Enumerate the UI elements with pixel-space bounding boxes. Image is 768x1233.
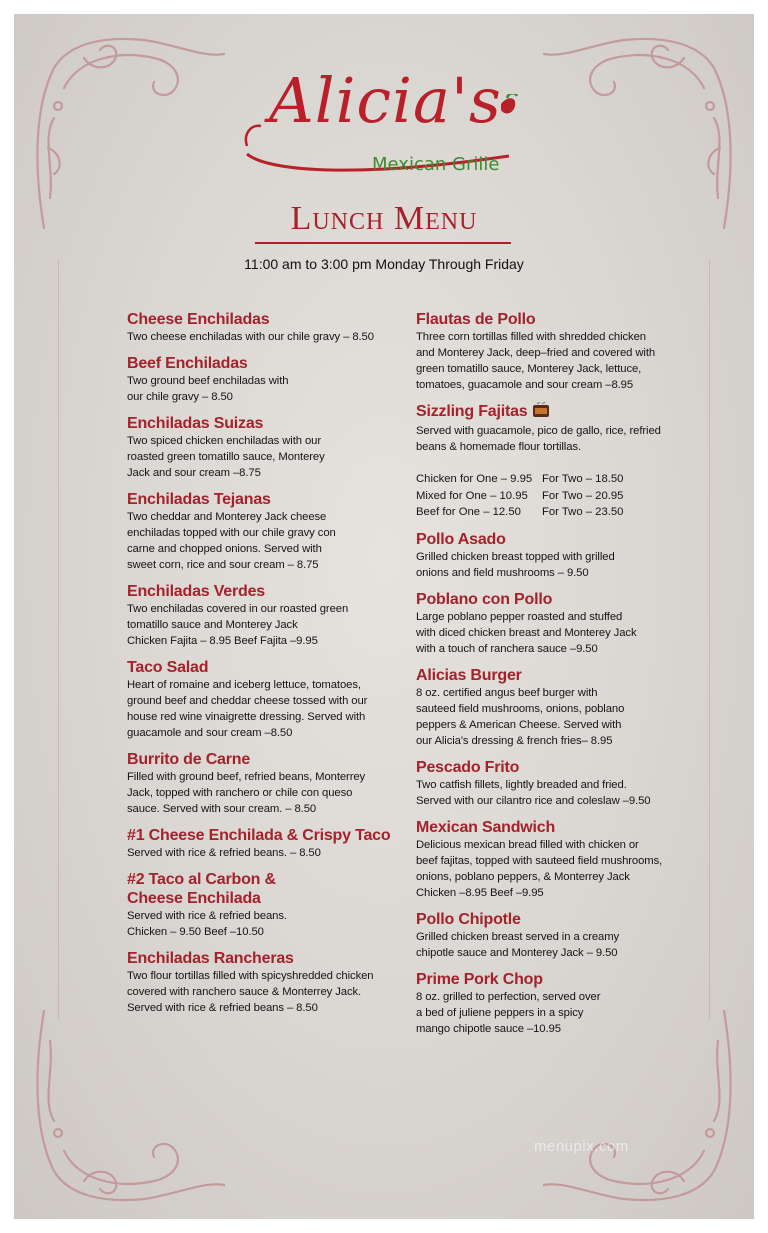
menu-item-description: Served with rice & refried beans. — [127, 910, 287, 922]
menu-item-description: Chicken – 9.50 Beef –10.50 — [127, 926, 264, 938]
menu-item-name-text: Enchiladas Tejanas — [127, 491, 271, 508]
menu-item — [416, 910, 696, 961]
menu-item-description: Two flour tortillas filled with spicyshredded chicken — [127, 970, 374, 982]
watermark: menupix.com — [534, 1138, 629, 1155]
menu-item-name-text: Flautas de Pollo — [416, 311, 536, 328]
menu-item-description: Two catfish fillets, lightly breaded and fried. — [416, 778, 627, 791]
menu-item-name-text: #2 Taco al Carbon & — [127, 871, 276, 888]
menu-item-description: carne and chopped onions. Served with — [127, 543, 322, 555]
logo-name: Alicia's — [269, 64, 502, 137]
menu-item-name — [416, 310, 696, 329]
menu-item-name — [127, 354, 397, 373]
menu-item-name-text: #1 Cheese Enchilada & Crispy Taco — [127, 827, 391, 844]
menu-item-description: Filled with ground beef, refried beans, Monterrey — [127, 771, 366, 783]
menu-item-description: onions, poblano peppers, & Monterrey Jack — [416, 870, 630, 883]
menu-item-description: Served with rice & refried beans – 8.50 — [127, 1002, 318, 1014]
menu-item-name — [127, 750, 397, 769]
skillet-icon — [532, 402, 550, 423]
menu-item-name — [416, 818, 696, 837]
menu-item-name-text: Beef Enchiladas — [127, 355, 248, 372]
menu-item-name — [416, 910, 696, 929]
menu-item-name — [416, 970, 696, 989]
menu-page — [14, 14, 754, 1219]
menu-item-description: a bed of juliene peppers in a spicy — [416, 1006, 584, 1019]
menu-item-description: Heart of romaine and iceberg lettuce, tomatoes, — [127, 679, 361, 691]
menu-item-description: green tomatillo sauce, Monterey Jack, lettuce, — [416, 363, 642, 375]
price-cell: For Two – 18.50 — [542, 473, 624, 485]
menu-item-description: Served with guacamole, pico de gallo, rice, refried — [416, 425, 661, 437]
menu-item-description: tomatoes, guacamole and sour cream –8.95 — [416, 379, 634, 391]
menu-item — [127, 414, 397, 481]
menu-item — [127, 490, 397, 573]
price-cell: Mixed for One – 10.95 — [416, 489, 528, 502]
menu-item-description: beef fajitas, topped with sauteed field mushrooms, — [416, 854, 663, 867]
menu-item-name-text: Burrito de Carne — [127, 751, 251, 768]
menu-item-description: beans & homemade flour tortillas. — [416, 441, 581, 453]
menu-item-name-text: Cheese Enchiladas — [127, 311, 270, 328]
menu-item-description: Grilled chicken breast served in a creamy — [416, 930, 620, 943]
menu-item — [416, 530, 696, 581]
menu-item-description: roasted green tomatillo sauce, Monterey — [127, 451, 325, 463]
serving-hours: 11:00 am to 3:00 pm Monday Through Friday — [244, 256, 524, 272]
menu-item-name-text: Sizzling Fajitas — [416, 403, 528, 420]
price-table — [416, 471, 696, 521]
menu-item-description: Jack, topped with ranchero or chile con queso — [127, 787, 353, 799]
menu-item-name — [416, 666, 696, 685]
menu-item-description: Two cheddar and Monterey Jack cheese — [127, 511, 327, 523]
menu-item-name — [127, 870, 397, 889]
menu-item — [127, 870, 397, 940]
menu-item-name — [127, 310, 397, 329]
menu-item-description: Jack and sour cream –8.75 — [127, 467, 261, 479]
menu-item-description: our chile gravy – 8.50 — [127, 391, 233, 403]
menu-item — [416, 590, 696, 657]
menu-item-description: enchiladas topped with our chile gravy con — [127, 527, 336, 539]
price-cell: Chicken for One – 9.95 — [416, 473, 533, 485]
menu-item-name-text: Pescado Frito — [416, 758, 520, 776]
price-row — [416, 471, 696, 488]
menu-item-name — [127, 826, 397, 845]
menu-item-name — [127, 949, 397, 968]
menu-item-name — [416, 530, 696, 549]
menu-item-name: Cheese Enchilada — [127, 890, 261, 907]
border-line — [58, 259, 59, 1019]
menu-item-description: and Monterey Jack, deep–fried and covered with — [416, 347, 656, 359]
menu-item — [416, 818, 696, 901]
menu-item-description: our Alicia's dressing & french fries– 8.95 — [416, 734, 613, 747]
menu-item-name — [416, 590, 696, 609]
menu-item-description: Two ground beef enchiladas with — [127, 375, 289, 387]
menu-item-name-text: Enchiladas Rancheras — [127, 950, 294, 967]
menu-item-description: Two enchiladas covered in our roasted green — [127, 603, 349, 615]
menu-item-description: covered with ranchero sauce & Monterrey Jack. — [127, 986, 362, 998]
menu-item-name-text: Prime Pork Chop — [416, 970, 543, 988]
menu-item — [127, 658, 397, 741]
menu-item-description: 8 oz. grilled to perfection, served over — [416, 990, 601, 1003]
menu-item — [127, 310, 397, 345]
menu-item-name-text: Alicias Burger — [416, 666, 522, 684]
price-row — [416, 488, 696, 505]
menu-item-name — [127, 490, 397, 509]
menu-item-description: house red wine vinaigrette dressing. Served with — [127, 711, 366, 723]
menu-item-description: Delicious mexican bread filled with chicken or — [416, 838, 639, 851]
menu-item-name-text: Taco Salad — [127, 659, 209, 676]
menu-item-description: peppers & American Cheese. Served with — [416, 718, 622, 731]
menu-item-description: Grilled chicken breast topped with grilled — [416, 550, 615, 563]
border-line — [709, 259, 710, 1019]
menu-item-description: mango chipotle sauce –10.95 — [416, 1022, 561, 1035]
menu-item-name-text: Enchiladas Verdes — [127, 583, 266, 600]
menu-item-name-text: Pollo Asado — [416, 530, 506, 548]
price-row — [416, 504, 696, 521]
menu-item — [416, 758, 696, 809]
menu-item-description: chipotle sauce and Monterey Jack – 9.50 — [416, 946, 618, 959]
menu-item — [127, 582, 397, 649]
price-cell: For Two – 20.95 — [542, 489, 624, 502]
menu-column-left — [127, 310, 397, 1025]
menu-item-description: tomatillo sauce and Monterey Jack — [127, 619, 298, 631]
menu-item-name — [416, 402, 696, 423]
menu-item-description: 8 oz. certified angus beef burger with — [416, 686, 598, 699]
menu-item-description: Chicken –8.95 Beef –9.95 — [416, 886, 544, 899]
menu-item — [127, 949, 397, 1016]
menu-item-name — [127, 414, 397, 433]
menu-item-description: Served with our cilantro rice and coleslaw –9.50 — [416, 794, 651, 807]
menu-item-description: Two cheese enchiladas with our chile gravy – 8.50 — [127, 331, 374, 343]
menu-item-name — [127, 658, 397, 677]
menu-item-description: guacamole and sour cream –8.50 — [127, 727, 293, 739]
menu-column-right — [416, 310, 696, 1046]
menu-item — [416, 402, 696, 521]
price-cell: For Two – 23.50 — [542, 506, 624, 518]
corner-ornament-icon — [24, 1001, 234, 1211]
menu-item-description: sweet corn, rice and sour cream – 8.75 — [127, 559, 319, 571]
menu-item-description: Served with rice & refried beans. – 8.50 — [127, 847, 321, 859]
menu-item — [416, 970, 696, 1037]
menu-item-description: Two spiced chicken enchiladas with our — [127, 435, 322, 447]
menu-item-description: Three corn tortillas filled with shredded chicken — [416, 331, 646, 343]
menu-item-description: Chicken Fajita – 8.95 Beef Fajita –9.95 — [127, 635, 318, 647]
menu-item-description: with a touch of ranchera sauce –9.50 — [416, 642, 598, 655]
menu-item-description: onions and field mushrooms – 9.50 — [416, 566, 589, 579]
menu-item-description: ground beef and cheddar cheese tossed with our — [127, 695, 368, 707]
menu-item — [416, 310, 696, 393]
title-underline — [255, 242, 511, 244]
menu-item-description: sauce. Served with sour cream. – 8.50 — [127, 803, 317, 815]
menu-item-name-text: Poblano con Pollo — [416, 590, 553, 608]
menu-item-description: Large poblano pepper roasted and stuffed — [416, 610, 623, 623]
menu-item-description: with diced chicken breast and Monterey Jack — [416, 626, 637, 639]
menu-item — [127, 750, 397, 817]
menu-title: Lunch Menu — [290, 200, 478, 237]
menu-item — [416, 666, 696, 749]
restaurant-logo — [239, 64, 539, 184]
price-cell: Beef for One – 12.50 — [416, 506, 521, 518]
menu-item — [127, 354, 397, 405]
menu-item-name-text: Pollo Chipotle — [416, 910, 521, 928]
menu-item-name — [127, 582, 397, 601]
menu-item — [127, 826, 397, 861]
menu-item-name-text: Enchiladas Suizas — [127, 415, 264, 432]
menu-item-name-text: Mexican Sandwich — [416, 818, 556, 836]
menu-item-name — [416, 758, 696, 777]
logo-tagline: Mexican Grille — [372, 154, 500, 175]
menu-item-description: sauteed field mushrooms, onions, poblano — [416, 702, 625, 715]
